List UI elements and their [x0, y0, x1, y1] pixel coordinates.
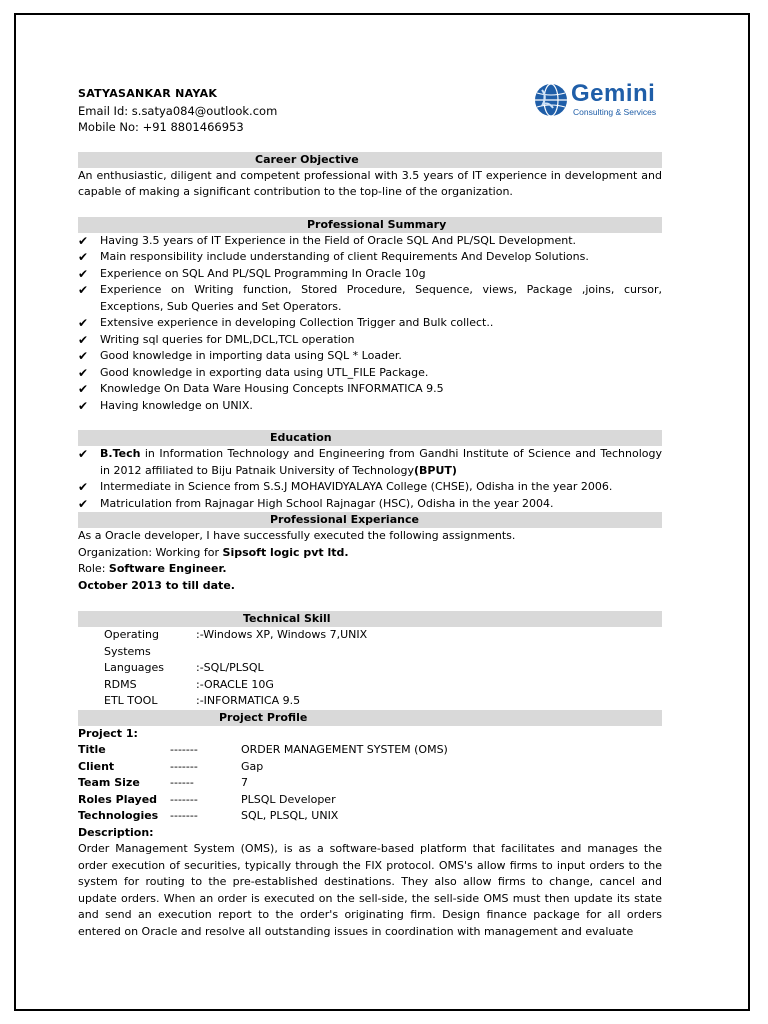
project-key: Title: [78, 743, 106, 756]
organization-label: Organization: Working for: [78, 545, 223, 559]
candidate-name: SATYASANKAR NAYAK: [78, 87, 218, 100]
project-dash: -------: [170, 759, 198, 773]
checkmark-icon: ✔: [78, 480, 89, 494]
summary-item: [78, 365, 662, 382]
education-item: [78, 446, 662, 479]
summary-item-text: Knowledge On Data Ware Housing Concepts INFORMATICA 9.5: [100, 382, 444, 395]
project-profile-title: Project Profile: [219, 710, 308, 724]
checkmark-icon: ✔: [78, 398, 89, 413]
mobile-label: Mobile No:: [78, 120, 143, 134]
project-details-table: [78, 742, 662, 825]
summary-item: [78, 398, 662, 415]
technical-skill-heading: [78, 611, 662, 627]
skill-row: [78, 693, 662, 710]
project-dash: -------: [170, 809, 198, 822]
email-label: Email Id:: [78, 103, 132, 118]
summary-item: [78, 381, 662, 398]
project-key: Technologies: [78, 809, 159, 822]
project-row: [78, 792, 662, 809]
technical-skill-title: Technical Skill: [243, 612, 331, 625]
education-title: Education: [270, 431, 332, 444]
skill-row: [78, 627, 662, 660]
skill-key: RDMS: [104, 677, 137, 691]
skill-value: :-ORACLE 10G: [196, 677, 274, 691]
skill-key: Languages: [104, 661, 165, 674]
checkmark-icon: ✔: [78, 382, 89, 396]
summary-item-text: Writing sql queries for DML,DCL,TCL operation: [100, 332, 355, 346]
skill-row: [78, 660, 662, 677]
project-dash: -------: [170, 743, 198, 756]
project-row: [78, 775, 662, 792]
education-item: [78, 479, 662, 496]
summary-item: [78, 348, 662, 365]
professional-summary-title: Professional Summary: [307, 217, 447, 231]
experience-intro: As a Oracle developer, I have successfully executed the following assignments.: [78, 529, 516, 542]
experience-period: October 2013 to till date.: [78, 578, 235, 592]
summary-item-text: Having 3.5 years of IT Experience in the Field of Oracle SQL And PL/SQL Development.: [100, 233, 577, 247]
summary-item-text: Extensive experience in developing Collection Trigger and Bulk collect..: [100, 316, 494, 329]
summary-item-text: Experience on SQL And PL/SQL Programming In Oracle 10g: [100, 266, 426, 280]
checkmark-icon: ✔: [78, 233, 89, 248]
career-objective-text: An enthusiastic, diligent and competent professional with 3.5 years of IT experience in development and capable of making a significant contribution to the top-line of the organization.: [78, 168, 662, 198]
summary-item: [78, 249, 662, 266]
project-row: [78, 759, 662, 776]
project-row: [78, 808, 662, 825]
summary-item: [78, 332, 662, 349]
project-dash: ------: [170, 776, 194, 789]
project-key: Team Size: [78, 776, 140, 789]
education-text: Intermediate in Science from S.S.J MOHAVIDYALAYA College (CHSE), Odisha in the year 2006.: [100, 480, 613, 493]
summary-item-text: Main responsibility include understanding of client Requirements And Develop Solutions.: [100, 250, 589, 263]
logo-brand: Gemini: [571, 80, 656, 107]
professional-summary-heading: [78, 217, 662, 233]
summary-item-text: Having knowledge on UNIX.: [100, 398, 253, 412]
skill-key: Operating Systems: [104, 628, 159, 658]
project-value: 7: [241, 776, 248, 789]
summary-item: [78, 266, 662, 283]
project-label: Project 1:: [78, 726, 138, 740]
project-description: Order Management System (OMS), is as a software-based platform that facilitates and manages the order execution of securities, typically through the FIX protocol. OMS's allow firms to input orders to the system for routing to the pre-established destinations. They also allow firms to change, cancel and update orders. When an order is executed on the sell-side, the sell-side OMS must then update its state and send an execution report to the order's originating firm. Design finance package for all orders entered on Oracle and resolve all outstanding issues in coordination with management and evaluate: [78, 842, 662, 938]
checkmark-icon: ✔: [78, 332, 89, 347]
education-degree: B.Tech: [100, 447, 141, 460]
mobile-line: [78, 119, 662, 136]
summary-item: [78, 233, 662, 250]
checkmark-icon: ✔: [78, 283, 89, 297]
experience-heading: [78, 512, 662, 528]
role-label: Role:: [78, 562, 109, 575]
role-value: Software Engineer.: [108, 562, 227, 575]
education-list: [78, 446, 662, 512]
checkmark-icon: ✔: [78, 250, 89, 264]
project-dash: -------: [170, 792, 198, 806]
description-label: Description:: [78, 825, 154, 839]
project-row: [78, 742, 662, 759]
organization-line: [78, 545, 662, 562]
checkmark-icon: ✔: [78, 266, 89, 281]
checkmark-icon: ✔: [78, 365, 89, 380]
skill-row: [78, 677, 662, 694]
project-value: PLSQL Developer: [241, 792, 336, 806]
professional-summary-list: [78, 233, 662, 415]
email-line: [78, 103, 662, 120]
role-line: [78, 561, 662, 578]
project-key: Roles Played: [78, 792, 158, 806]
mobile-value: +91 8801466953: [142, 120, 244, 134]
education-item: [78, 496, 662, 513]
checkmark-icon: ✔: [78, 447, 89, 461]
summary-item: [78, 282, 662, 315]
checkmark-icon: ✔: [78, 316, 89, 330]
checkmark-icon: ✔: [78, 349, 89, 363]
summary-item: [78, 315, 662, 332]
skill-value: :-Windows XP, Windows 7,UNIX: [196, 628, 368, 641]
resume-content: [78, 74, 662, 940]
project-value: SQL, PLSQL, UNIX: [241, 809, 339, 822]
technical-skill-table: [78, 627, 662, 710]
experience-title: Professional Experiance: [270, 513, 419, 526]
logo-tagline: Consulting & Services: [573, 107, 657, 117]
skill-value: :-INFORMATICA 9.5: [196, 694, 301, 707]
skill-key: ETL TOOL: [104, 694, 158, 707]
summary-item-text: Good knowledge in exporting data using UTL_FILE Package.: [100, 365, 429, 379]
career-objective-title: Career Objective: [255, 152, 359, 166]
education-university-abbrev: (BPUT): [414, 463, 457, 477]
summary-item-text: Good knowledge in importing data using SQL * Loader.: [100, 349, 402, 362]
education-text: Matriculation from Rajnagar High School Rajnagar (HSC), Odisha in the year 2004.: [100, 496, 554, 510]
summary-item-text: Experience on Writing function, Stored Procedure, Sequence, views, Package ,joins, cursor, Exceptions, Sub Queries and Set Operators.: [100, 283, 662, 313]
project-profile-heading: [78, 710, 662, 726]
project-key: Client: [78, 759, 115, 773]
project-value: Gap: [241, 759, 264, 773]
project-value: ORDER MANAGEMENT SYSTEM (OMS): [241, 743, 448, 756]
skill-value: :-SQL/PLSQL: [196, 661, 264, 674]
checkmark-icon: ✔: [78, 496, 89, 511]
education-heading: [78, 430, 662, 446]
organization-value: Sipsoft logic pvt ltd.: [222, 545, 349, 559]
education-text: in Information Technology and Engineering from Gandhi Institute of Science and Technology in 2012 affiliated to Biju Patnaik University of Technology: [100, 447, 662, 477]
email-value[interactable]: s.satya084@outlook.com: [131, 103, 278, 118]
career-objective-heading: [78, 152, 662, 168]
